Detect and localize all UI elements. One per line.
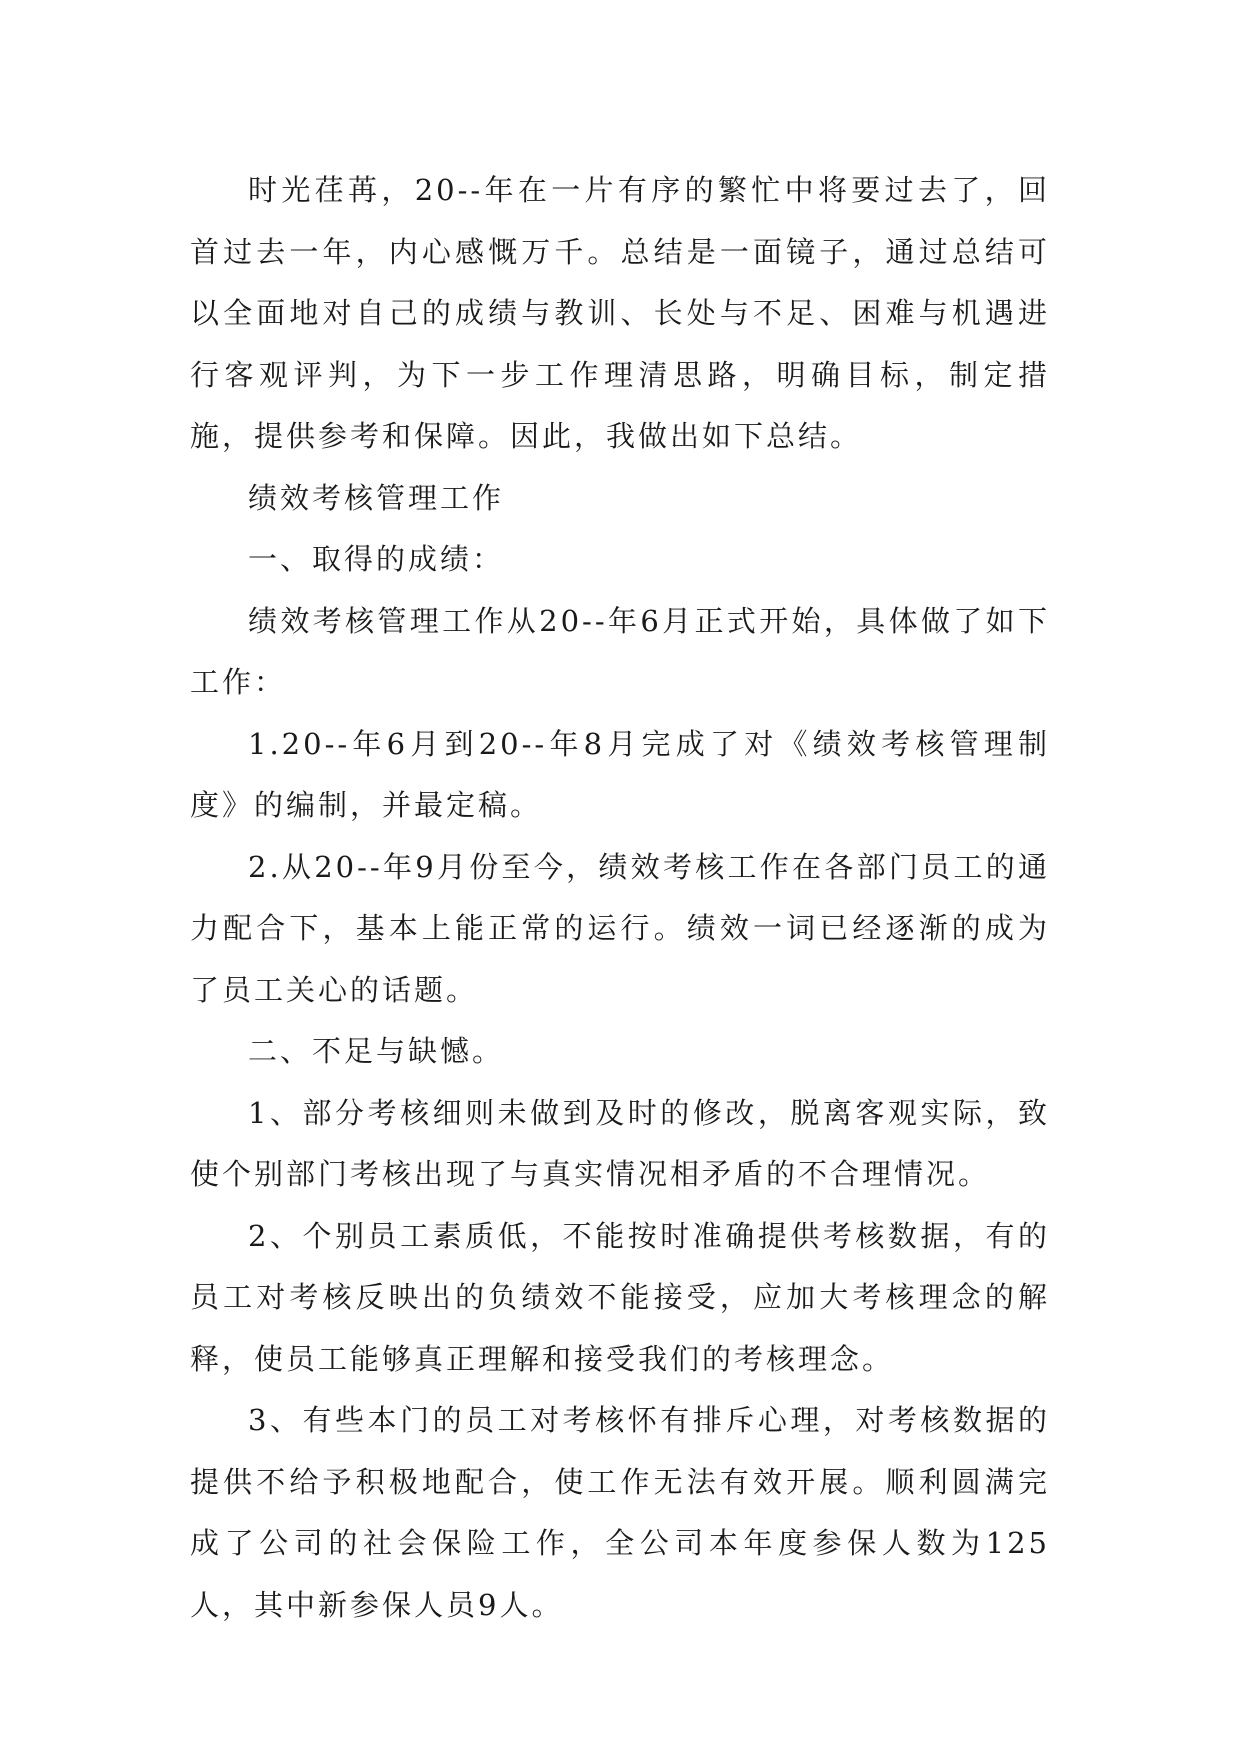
subheading-shortcomings: 二、不足与缺憾。 [248, 1034, 505, 1068]
document-body [190, 160, 1050, 1636]
subheading-achievements: 一、取得的成绩： [248, 542, 505, 576]
list-item: 1.20--年6月到20--年8月完成了对《绩效考核管理制度》的编制，并最定稿。 [190, 726, 1050, 822]
list-item: 3、有些本门的员工对考核怀有排斥心理，对考核数据的提供不给予积极地配合，使工作无法有效开展。顺利圆满完成了公司的社会保险工作，全公司本年度参保人数为125人，其中新参保人员9人。 [190, 1403, 1050, 1622]
list-item: 2、个别员工素质低，不能按时准确提供考核数据，有的员工对考核反映出的负绩效不能接受，应加大考核理念的解释，使员工能够真正理解和接受我们的考核理念。 [190, 1218, 1050, 1376]
paragraph-achievements: 绩效考核管理工作从20--年6月正式开始，具体做了如下工作： [190, 603, 1050, 699]
list-item: 2.从20--年9月份至今，绩效考核工作在各部门员工的通力配合下，基本上能正常的运行。绩效一词已经逐渐的成为了员工关心的话题。 [190, 849, 1050, 1007]
section-heading: 绩效考核管理工作 [248, 480, 505, 515]
list-item: 1、部分考核细则未做到及时的修改，脱离客观实际，致使个别部门考核出现了与真实情况相矛盾的不合理情况。 [190, 1095, 1050, 1191]
paragraph-intro: 时光荏苒，20--年在一片有序的繁忙中将要过去了，回首过去一年，内心感慨万千。总结是一面镜子，通过总结可以全面地对自己的成绩与教训、长处与不足、困难与机遇进行客观评判，为下一步工作理清思路，明确目标，制定措施，提供参考和保障。因此，我做出如下总结。 [190, 173, 1050, 453]
